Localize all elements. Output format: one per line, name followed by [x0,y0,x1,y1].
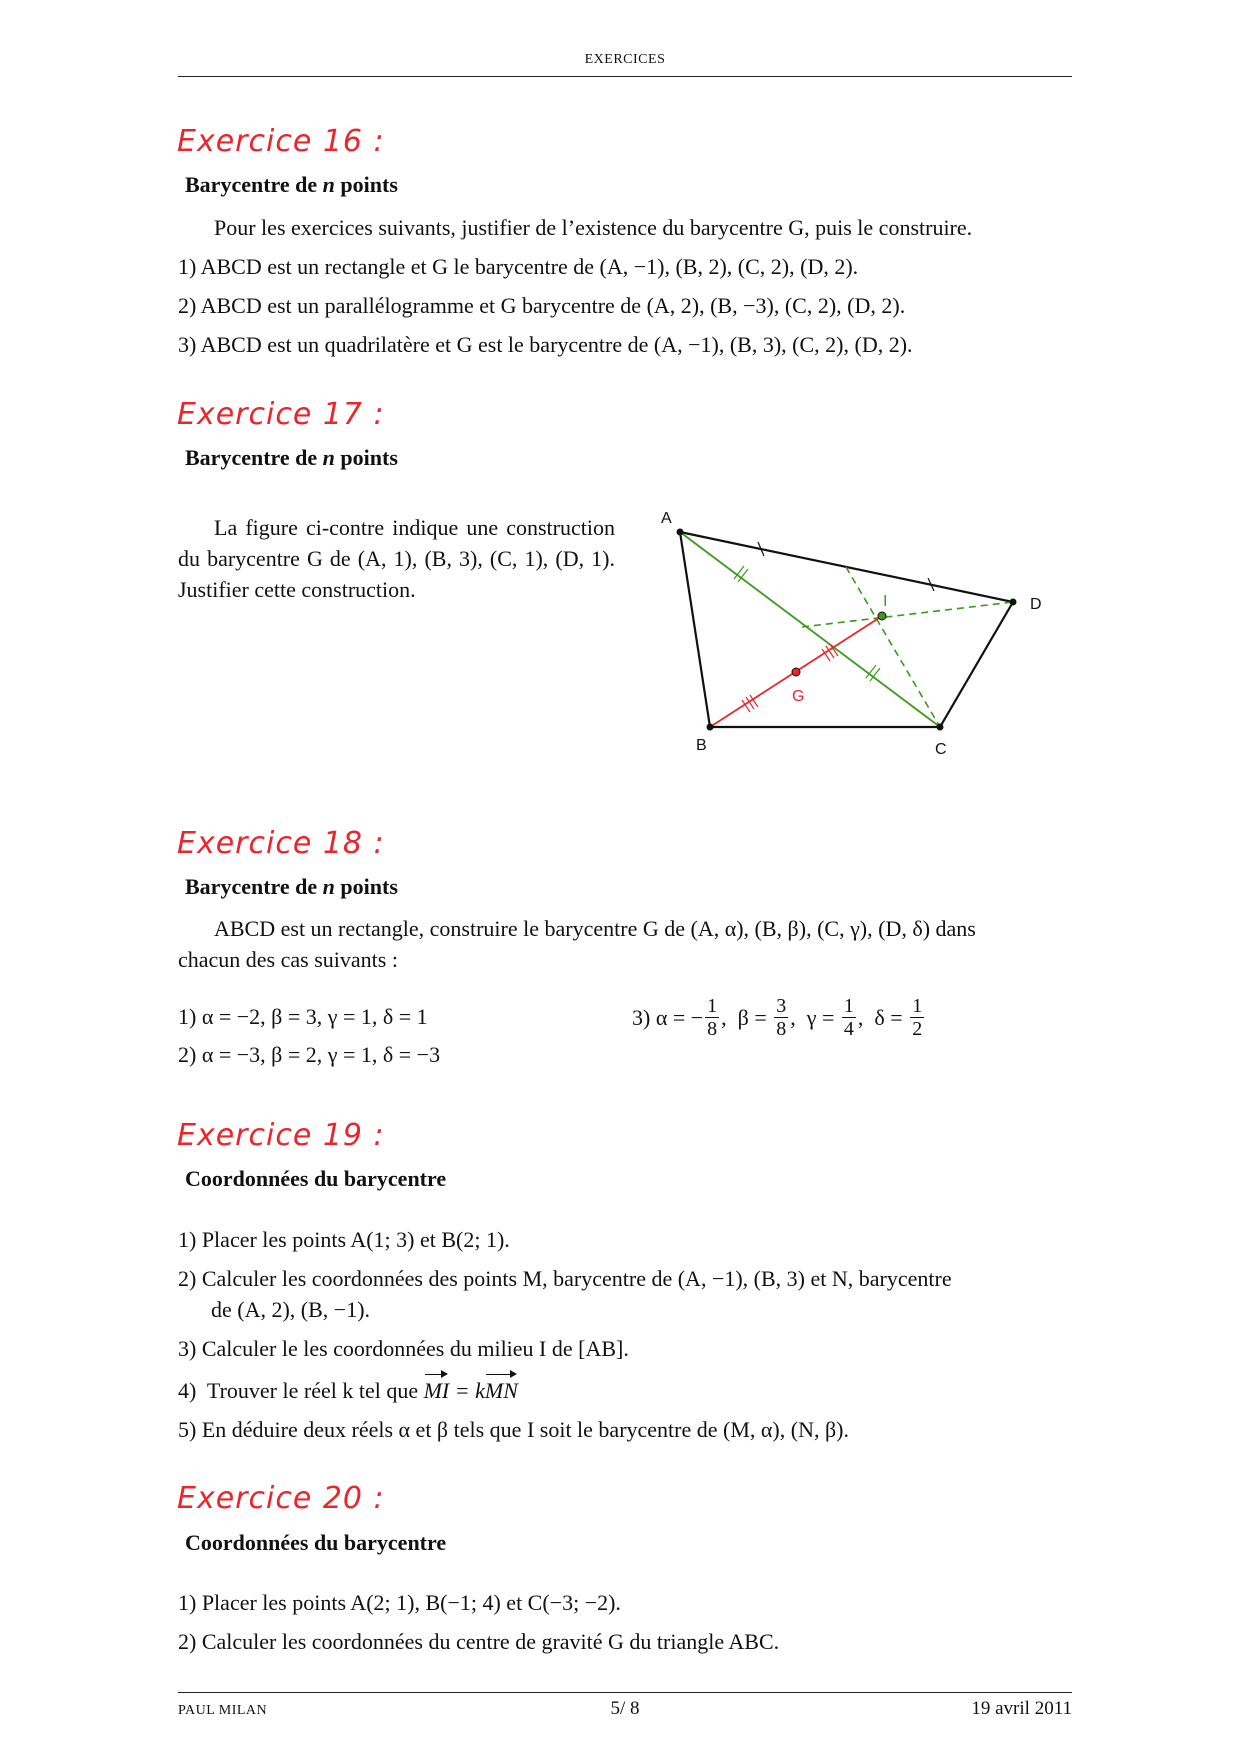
case-3-gamma-label: , γ = [790,1004,840,1030]
footer-page-number: 5/ 8 [610,1698,640,1719]
point-b [707,724,714,731]
item-4-equals: = k [449,1378,485,1403]
numerator: 1 [912,995,923,1017]
exercise-18-case-1: 1) α = −2, β = 3, γ = 1, δ = 1 [178,1004,428,1029]
quadrilateral-figure [640,505,1080,765]
exercise-20-item-1: 1) Placer les points A(2; 1), B(−1; 4) et C(−3; −2). [178,1590,621,1615]
point-g [792,668,800,676]
exercise-16-item-1: 1) ABCD est un rectangle et G le barycentre de (A, −1), (B, 2), (C, 2), (D, 2). [178,254,859,279]
footer-author: PAUL MILAN [178,1703,268,1718]
exercise-19-item-4 [178,1378,518,1404]
exercise-17-subtitle [185,445,398,471]
exercise-18-title: Exercice 18 : [177,826,385,861]
exercise-20-item-2: 2) Calculer les coordonnées du centre de gravité G du triangle ABC. [178,1629,780,1654]
numerator: 1 [843,995,854,1017]
exercise-16-subtitle [185,172,398,198]
exercise-18-case-2: 2) α = −3, β = 2, γ = 1, δ = −3 [178,1042,441,1067]
exercise-16-item-3: 3) ABCD est un quadrilatère et G est le barycentre de (A, −1), (B, 3), (C, 2), (D, 2). [178,332,913,357]
point-i [878,612,886,620]
point-a [677,529,684,536]
denominator: 8 [707,1018,718,1040]
exercise-18-subtitle [185,874,398,900]
page-header [178,52,1072,77]
item-4-prefix: 4) Trouver le réel k tel que [178,1378,424,1403]
subtitle-text: points [334,172,398,197]
header-title: EXERCICES [584,52,666,67]
denominator: 2 [912,1018,923,1040]
exercise-19-item-3: 3) Calculer le les coordonnées du milieu I de [AB]. [178,1336,629,1361]
denominator: 4 [843,1018,854,1040]
exercise-19-title: Exercice 19 : [177,1118,385,1153]
exercise-20-title: Exercice 20 : [177,1481,385,1516]
fraction-alpha [705,995,719,1040]
numerator: 1 [707,995,718,1017]
vector-mn: MN [484,1378,518,1403]
footer-date: 19 avril 2011 [971,1698,1072,1719]
subtitle-var: n [322,874,335,899]
point-c [937,724,944,731]
exercise-16-intro: Pour les exercices suivants, justifier de l’existence du barycentre G, puis le construire. [214,215,973,240]
fraction-beta [774,995,788,1040]
fraction-gamma [842,995,856,1040]
exercise-17-text: La figure ci-contre indique une construction du barycentre G de (A, 1), (B, 3), (C, 1), (D, 1). Justifier cette construction. [178,515,615,602]
subtitle-text: points [334,874,398,899]
exercise-19-item-1: 1) Placer les points A(1; 3) et B(2; 1). [178,1227,510,1252]
vector-mi: MI [423,1378,450,1403]
label-c: C [935,741,947,758]
subtitle-text: Barycentre de [185,172,323,197]
label-d: D [1030,596,1042,613]
footer-rule [178,1692,1072,1693]
exercise-16-title: Exercice 16 : [177,124,385,159]
label-i: I [883,593,888,610]
label-g: G [792,688,805,705]
segment-midad-c [846,567,940,727]
subtitle-text: points [334,445,398,470]
exercise-19-item-2: 2) Calculer les coordonnées des points M, barycentre de (A, −1), (B, 3) et N, barycentre [178,1266,952,1291]
exercise-16-item-2: 2) ABCD est un parallélogramme et G barycentre de (A, 2), (B, −3), (C, 2), (D, 2). [178,293,906,318]
exercise-20-subtitle: Coordonnées du barycentre [185,1530,447,1555]
fraction-delta [910,995,924,1040]
subtitle-var: n [322,172,335,197]
subtitle-var: n [322,445,335,470]
point-d [1010,599,1017,606]
exercise-19-item-5: 5) En déduire deux réels α et β tels que I soit le barycentre de (M, α), (N, β). [178,1417,849,1442]
exercise-18-intro-line-2: chacun des cas suivants : [178,947,398,972]
case-3-beta-label: , β = [721,1004,773,1030]
subtitle-text: Barycentre de [185,874,323,899]
exercise-19-subtitle: Coordonnées du barycentre [185,1166,447,1191]
case-3-delta-label: , δ = [857,1004,909,1030]
exercise-17-title: Exercice 17 : [177,397,385,432]
segment-midac-d [802,602,1013,627]
segment-ac [680,532,940,727]
exercise-18-intro-line-1: ABCD est un rectangle, construire le barycentre G de (A, α), (B, β), (C, γ), (D, δ) dans [214,916,976,941]
label-b: B [696,737,707,754]
exercise-18-case-3 [632,995,926,1040]
subtitle-text: Barycentre de [185,445,323,470]
case-3-label: 3) α = − [632,1004,704,1030]
denominator: 8 [776,1018,787,1040]
quadrilateral-abcd [680,532,1013,727]
numerator: 3 [776,995,787,1017]
exercise-19-item-2-cont: de (A, 2), (B, −1). [211,1297,371,1322]
label-a: A [661,510,672,527]
